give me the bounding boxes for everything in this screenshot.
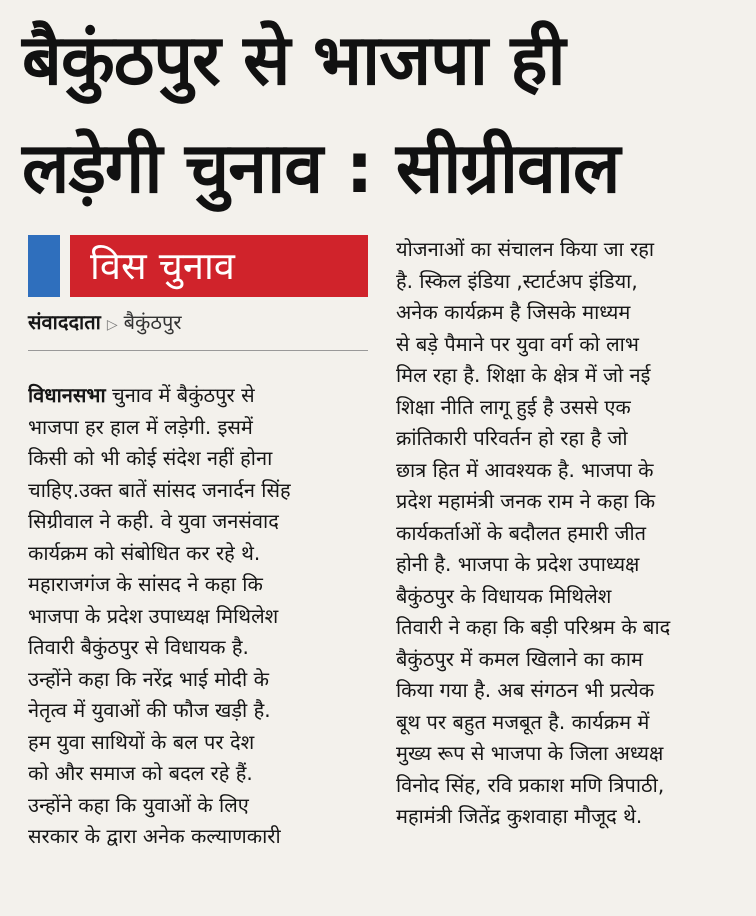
triangle-arrow-icon: ▷ <box>106 317 118 333</box>
text-line: योजनाओं का संचालन किया जा रहा <box>396 237 655 261</box>
byline-place: बैकुंठपुर <box>123 310 182 334</box>
text-line-content: चुनाव में बैकुंठपुर से <box>112 383 255 407</box>
text-line: विनोद सिंह, रवि प्रकाश मणि त्रिपाठी, <box>396 772 665 797</box>
tag-label: विस चुनाव <box>70 235 368 297</box>
text-line: कार्यकर्ताओं के बदौलत हमारी जीत <box>396 520 647 545</box>
text-line: अनेक कार्यक्रम है जिसके माध्यम <box>396 300 631 324</box>
headline-line-1: बैकुंठपुर से भाजपा ही <box>22 19 565 101</box>
text-line: उन्होंने कहा कि नरेंद्र भाई मोदी के <box>28 666 269 691</box>
section-tag <box>28 235 368 297</box>
text-line: तिवारी बैकुंठपुर से विधायक है. <box>28 635 249 659</box>
byline <box>28 308 182 335</box>
text-line: हम युवा साथियों के बल पर देश <box>28 729 255 754</box>
right-column <box>396 234 742 833</box>
text-line: सिग्रीवाल ने कही. वे युवा जनसंवाद <box>28 509 279 533</box>
byline-divider <box>28 350 368 351</box>
text-line: प्रदेश महामंत्री जनक राम ने कहा कि <box>396 489 656 513</box>
text-line: नेतृत्व में युवाओं की फौज खड़ी है. <box>28 698 271 722</box>
byline-reporter: संवाददाता <box>28 310 101 334</box>
text-line: तिवारी ने कहा कि बड़ी परिश्रम के बाद <box>396 615 671 639</box>
text-line: क्रांतिकारी परिवर्तन हो रहा है जो <box>396 426 628 450</box>
text-line: मुख्य रूप से भाजपा के जिला अध्यक्ष <box>396 741 664 765</box>
headline <box>22 6 742 222</box>
text-line: भाजपा हर हाल में लड़ेगी. इसमें <box>28 414 253 439</box>
text-line: से बड़े पैमाने पर युवा वर्ग को लाभ <box>396 331 639 356</box>
text-line: चाहिए.उक्त बातें सांसद जनार्दन सिंह <box>28 477 291 502</box>
tag-blue-bar <box>28 235 60 297</box>
text-line: बूथ पर बहुत मजबूत है. कार्यक्रम में <box>396 709 650 734</box>
text-line: किया गया है. अब संगठन भी प्रत्येक <box>396 678 655 702</box>
text-line: महाराजगंज के सांसद ने कहा कि <box>28 572 263 596</box>
text-line: महामंत्री जितेंद्र कुशवाहा मौजूद थे. <box>396 804 643 828</box>
text-line: उन्होंने कहा कि युवाओं के लिए <box>28 792 249 817</box>
left-column <box>28 380 372 853</box>
text-line: सरकार के द्वारा अनेक कल्याणकारी <box>28 824 281 848</box>
text-line: छात्र हित में आवश्यक है. भाजपा के <box>396 457 654 482</box>
lead-word: विधानसभा <box>28 383 106 407</box>
text-line <box>28 380 372 412</box>
text-line: है. स्किल इंडिया ,स्टार्टअप इंडिया, <box>396 268 638 293</box>
headline-line-2: लड़ेगी चुनाव : सीग्रीवाल <box>22 127 620 209</box>
text-line: बैकुंठपुर के विधायक मिथिलेश <box>396 583 612 608</box>
text-line: किसी को भी कोई संदेश नहीं होना <box>28 446 273 470</box>
text-line: शिक्षा नीति लागू हुई है उससे एक <box>396 394 631 419</box>
text-line: भाजपा के प्रदेश उपाध्यक्ष मिथिलेश <box>28 603 279 628</box>
text-line: होनी है. भाजपा के प्रदेश उपाध्यक्ष <box>396 552 640 576</box>
text-line: बैकुंठपुर में कमल खिलाने का काम <box>396 646 643 671</box>
text-line: कार्यक्रम को संबोधित कर रहे थे. <box>28 540 261 565</box>
text-line: को और समाज को बदल रहे हैं. <box>28 761 253 785</box>
text-line: मिल रहा है. शिक्षा के क्षेत्र में जो नई <box>396 363 651 387</box>
